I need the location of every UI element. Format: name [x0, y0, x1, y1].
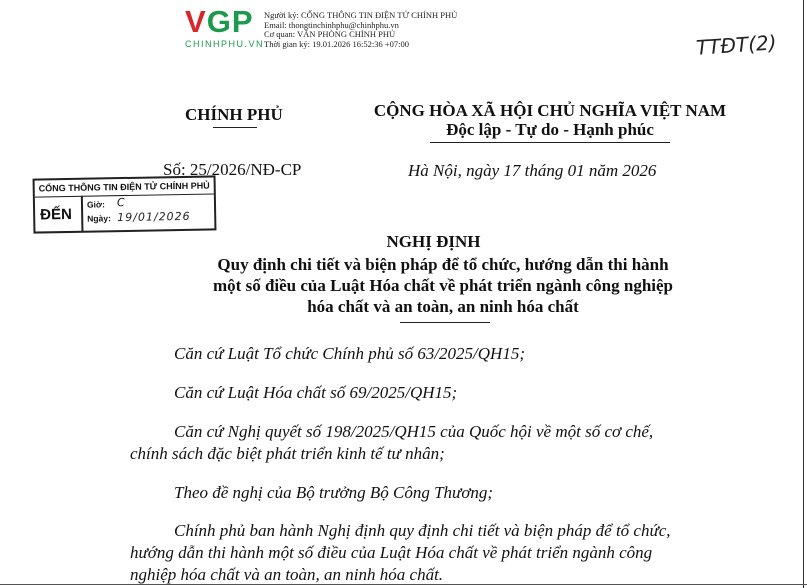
- stamp-ngay-value: 19/01/2026: [117, 209, 191, 225]
- place-and-date: Hà Nội, ngày 17 tháng 01 năm 2026: [408, 161, 657, 180]
- national-motto: Độc lập - Tự do - Hạnh phúc: [446, 120, 654, 139]
- stamp-gio-value: C: [116, 195, 125, 210]
- stamp-gio-label: Giờ:: [86, 199, 105, 210]
- basis-paragraph-3: Căn cứ Nghị quyết số 198/2025/QH15 của Quốc hội về một số cơ chế, chính sách đặc biệt phát triển kinh tế tư nhân;: [130, 422, 654, 463]
- stamp-ngay-label: Ngày:: [87, 213, 111, 224]
- proposal-paragraph: Theo đề nghị của Bộ trưởng Bộ Công Thương;: [174, 483, 494, 502]
- agency-underline: [213, 127, 257, 128]
- signing-time: Thời gian ký: 19.01.2026 16:52:36 +07:00: [264, 38, 410, 49]
- title-line-2: một số điều của Luật Hóa chất về phát triển ngành công nghiệp: [213, 276, 673, 295]
- received-stamp: [33, 175, 217, 233]
- title-underline: [400, 322, 490, 323]
- title-line-1: Quy định chi tiết và biện pháp để tổ chức, hướng dẫn thi hành: [217, 255, 669, 274]
- logo-subtitle: CHINHPHU.VN: [185, 39, 265, 49]
- stamp-den-label: ĐẾN: [40, 205, 72, 224]
- national-title: [365, 101, 735, 139]
- page-border-right: [803, 0, 804, 588]
- digital-signature-info: [264, 11, 457, 49]
- issuing-agency: CHÍNH PHỦ: [185, 105, 283, 124]
- signer-name: Người ký: CỔNG THÔNG TIN ĐIỆN TỬ CHÍNH PHỦ: [264, 10, 458, 20]
- vgp-logo: VGP CHINHPHU.VN: [185, 4, 265, 49]
- motto-underline: [430, 142, 670, 143]
- stamp-divider: [81, 196, 83, 232]
- basis-paragraph-2: Căn cứ Luật Hóa chất số 69/2025/QH15;: [174, 383, 458, 402]
- promulgation-paragraph: Chính phủ ban hành Nghị định quy định chi tiết và biện pháp để tổ chức, hướng dẫn thi hành một số điều của Luật Hóa chất về phát triển ngành công nghiệp hóa chất và an toàn, an ninh hóa chất.: [130, 521, 671, 584]
- signer-email: Email: thongtinchinhphu@chinhphu.vn: [264, 19, 399, 30]
- document-type: NGHỊ ĐỊNH: [386, 232, 481, 251]
- handwritten-note: TTĐT(2): [695, 30, 778, 60]
- stamp-organization: CỔNG THÔNG TIN ĐIỆN TỬ CHÍNH PHỦ: [35, 177, 214, 197]
- nation-name: CỘNG HÒA XÃ HỘI CHỦ NGHĨA VIỆT NAM: [373, 101, 727, 120]
- title-line-3: hóa chất và an toàn, an ninh hóa chất: [307, 297, 579, 316]
- document-number: Số: 25/2026/NĐ-CP: [163, 160, 302, 179]
- document-title: [163, 254, 723, 317]
- signer-agency: Cơ quan: VĂN PHÒNG CHÍNH PHỦ: [264, 29, 396, 39]
- basis-paragraph-1: Căn cứ Luật Tổ chức Chính phủ số 63/2025/QH15;: [174, 344, 525, 363]
